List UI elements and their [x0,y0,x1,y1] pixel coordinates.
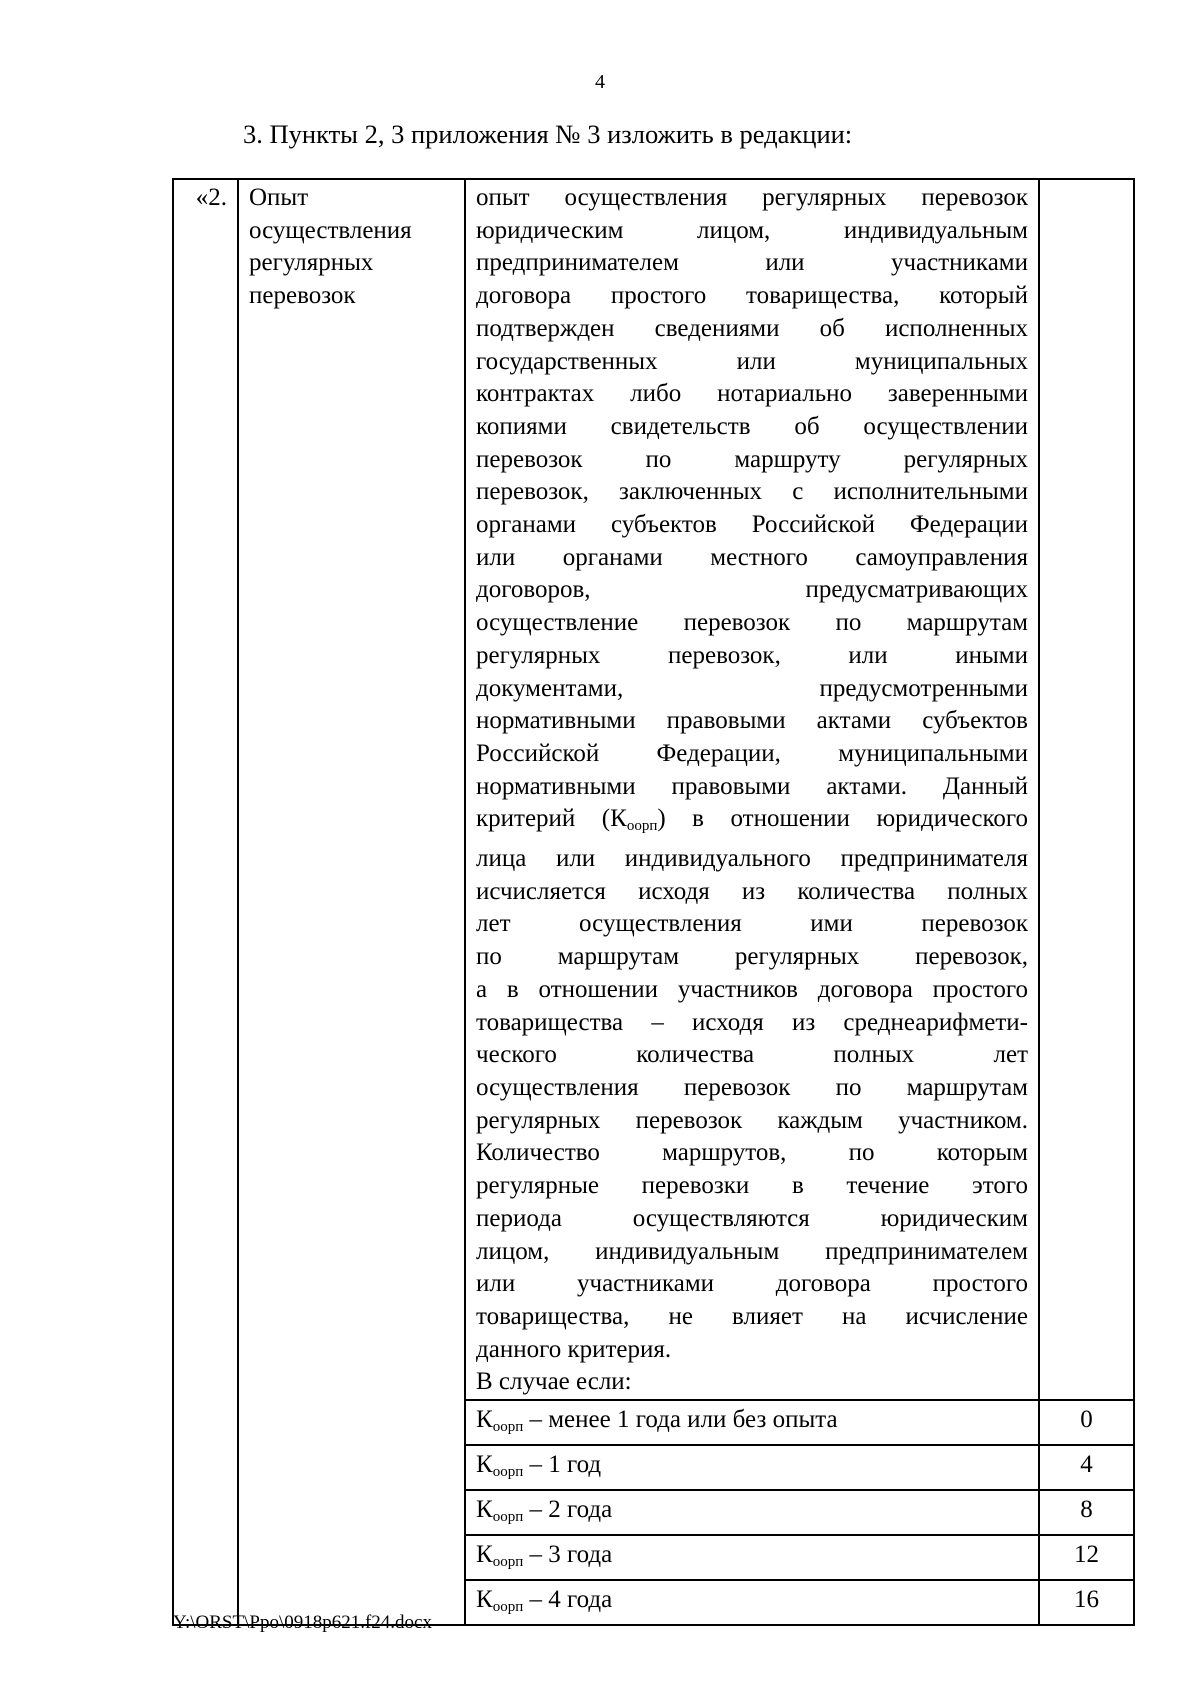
score-condition-text: – менее 1 года или без опыта [523,1406,838,1434]
score-condition [465,1490,1039,1535]
section-heading: 3. Пункты 2, 3 приложения № 3 изложить в редакции: [243,119,853,149]
score-condition [465,1580,1039,1625]
k-letter: К [476,1496,493,1524]
score-condition-text: – 3 года [523,1541,613,1569]
description-line: или участниками договора простого [476,1270,1028,1298]
description-line: перевозок по маршруту регулярных [476,445,1028,473]
criteria-table [172,178,1135,1626]
criterion-name-line: регулярных [249,249,374,277]
score-condition [465,1400,1039,1445]
description-line: осуществление перевозок по маршрутам [476,609,1028,637]
in-case-label: В случае если: [476,1368,632,1396]
description-fragment: критерий (К [476,805,627,833]
description-line: лет осуществления ими перевозок [476,910,1028,938]
k-subscript: оорп [492,1464,524,1481]
criterion-description [465,179,1039,1400]
score-points: 0 [1039,1400,1134,1445]
description-line: товарищества, не влияет на исчисление [476,1302,1028,1330]
k-subscript: оорп [492,1599,524,1616]
criterion-name-line: перевозок [249,282,356,310]
score-condition-text: – 2 года [523,1496,613,1524]
score-points: 16 [1039,1580,1134,1625]
description-line: договора простого товарищества, который [476,282,1028,310]
score-condition-text: – 4 года [523,1586,613,1614]
description-line: Количество маршрутов, по которым [476,1139,1028,1167]
description-line: органами субъектов Российской Федерации [476,511,1028,539]
k-subscript: оорп [492,1509,524,1526]
description-line: регулярных перевозок каждым участником. [476,1106,1028,1134]
score-condition-text: – 1 год [523,1451,602,1479]
description-line: периода осуществляются юридическим [476,1204,1028,1232]
description-line: нормативными правовыми актами. Данный [476,772,1028,800]
description-line: ческого количества полных лет [476,1041,1028,1069]
description-line: лицом, индивидуальным предпринимателем [476,1237,1028,1265]
score-condition [465,1535,1039,1580]
description-fragment: ) в отношении юридического [657,805,1028,833]
description-line: регулярных перевозок, или иными [476,641,1028,669]
description-line: подтвержден сведениями об исполненных [476,314,1028,342]
file-path-footer: Y:\ORST\Ppo\0918p621.f24.docx [173,1612,432,1633]
description-line: исчисляется исходя из количества полных [476,877,1028,905]
description-line: или органами местного самоуправления [476,543,1028,571]
description-line: по маршрутам регулярных перевозок, [476,943,1028,971]
description-line: договоров, предусматривающих [476,576,1028,604]
description-line: Российской Федерации, муниципальными [476,739,1028,767]
description-line: юридическим лицом, индивидуальным [476,216,1028,244]
description-line: регулярные перевозки в течение этого [476,1172,1028,1200]
description-line: данного критерия. [476,1335,672,1363]
k-letter: К [476,1451,493,1479]
k-letter: К [476,1541,493,1569]
description-line: предпринимателем или участниками [476,249,1028,277]
k-subscript: оорп [492,1419,524,1436]
k-subscript: оорп [626,818,658,835]
description-line: а в отношении участников договора простого [476,975,1028,1003]
description-line: контрактах либо нотариально заверенными [476,380,1028,408]
score-points: 8 [1039,1490,1134,1535]
description-line: копиями свидетельств об осуществлении [476,412,1028,440]
page-number: 4 [595,71,605,93]
score-header-cell [1039,179,1134,1400]
k-subscript: оорп [492,1554,524,1571]
description-line: осуществления перевозок по маршрутам [476,1073,1028,1101]
description-line: государственных или муниципальных [476,347,1028,375]
description-line-criterion [476,803,1028,843]
criterion-row [173,179,1134,1400]
row-number: «2. [173,179,238,1625]
description-line: лица или индивидуального предпринимателя [476,845,1028,873]
criterion-name-line: осуществления [249,216,412,244]
criterion-name-line: Опыт [249,184,309,211]
score-points: 12 [1039,1535,1134,1580]
description-line: перевозок, заключенных с исполнительными [476,478,1028,506]
k-letter: К [476,1406,493,1434]
description-line: опыт осуществления регулярных перевозок [476,184,1028,211]
description-line: нормативными правовыми актами субъектов [476,707,1028,735]
criterion-name [238,179,465,1625]
score-condition [465,1445,1039,1490]
description-line: товарищества – исходя из среднеарифмети- [476,1008,1028,1036]
description-line: документами, предусмотренными [476,674,1028,702]
k-letter: К [476,1586,493,1614]
score-points: 4 [1039,1445,1134,1490]
